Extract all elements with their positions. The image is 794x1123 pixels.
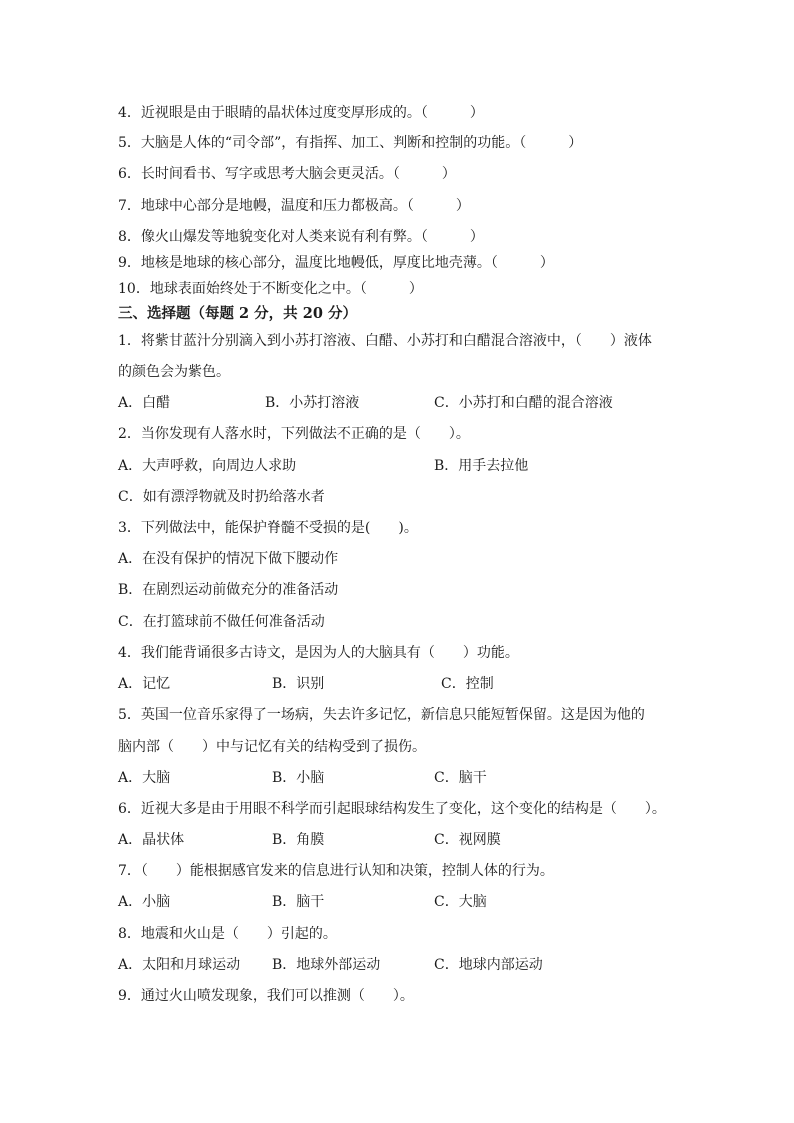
question-1-option-b: B．小苏打溶液 [265,395,360,411]
question-4-option-c: C．控制 [441,676,494,692]
question-4-option-b: B．识别 [272,676,325,692]
question-2-option-a: A．大声呼救，向周边人求助 [118,458,297,474]
question-6-option-a: A．晶状体 [118,832,185,848]
question-2-option-b: B．用手去拉他 [434,458,529,474]
question-5-line-2: 脑内部（ ）中与记忆有关的结构受到了损伤。 [118,739,426,755]
question-2-line-1: 2．当你发现有人落水时，下列做法不正确的是（ ）。 [118,426,470,442]
question-6-option-c: C．视网膜 [434,832,501,848]
question-6-line-1: 6．近视大多是由于用眼不科学而引起眼球结构发生了变化，这个变化的结构是（ ）。 [118,801,666,817]
question-5-option-b: B．小脑 [272,770,325,786]
question-7-option-a: A．小脑 [118,894,171,910]
judge-item-10: 10．地球表面始终处于不断变化之中。（ ） [118,281,423,297]
question-7-option-b: B．脑干 [272,894,325,910]
question-8-option-c: C．地球内部运动 [434,957,543,973]
question-3-option-b: B．在剧烈运动前做充分的准备活动 [118,582,339,598]
question-3-option-a: A．在没有保护的情况下做下腰动作 [118,551,339,567]
judge-item-6: 6．长时间看书、写字或思考大脑会更灵活。（ ） [118,166,456,182]
question-8-option-b: B．地球外部运动 [272,957,381,973]
question-1-line-1: 1．将紫甘蓝汁分别滴入到小苏打溶液、白醋、小苏打和白醋混合溶液中，（ ）液体 [118,333,652,349]
question-8-option-a: A．太阳和月球运动 [118,957,241,973]
judge-item-9: 9．地核是地球的核心部分，温度比地幔低，厚度比地壳薄。（ ） [118,255,554,271]
question-1-line-2: 的颜色会为紫色。 [118,364,230,380]
question-7-option-c: C．大脑 [434,894,487,910]
section-heading: 三、选择题（每题 2 分，共 20 分） [118,305,357,322]
question-3-line-1: 3．下列做法中，能保护脊髓不受损的是( )。 [118,520,418,536]
question-7-line-1: 7．（ ）能根据感官发来的信息进行认知和决策，控制人体的行为。 [118,863,554,879]
question-1-option-c: C．小苏打和白醋的混合溶液 [434,395,613,411]
question-4-line-1: 4．我们能背诵很多古诗文，是因为人的大脑具有（ ）功能。 [118,645,519,661]
judge-item-8: 8．像火山爆发等地貌变化对人类来说有利有弊。（ ） [118,229,484,245]
question-2-option-c: C．如有漂浮物就及时扔给落水者 [118,489,325,505]
question-3-option-c: C．在打篮球前不做任何准备活动 [118,614,325,630]
question-1-option-a: A．白醋 [118,395,171,411]
judge-item-5: 5．大脑是人体的“司令部”，有指挥、加工、判断和控制的功能。（ ） [118,135,583,151]
question-6-option-b: B．角膜 [272,832,325,848]
question-8-line-1: 8．地震和火山是（ ）引起的。 [118,926,337,942]
question-5-option-a: A．大脑 [118,770,171,786]
judge-item-7: 7．地球中心部分是地幔，温度和压力都极高。（ ） [118,198,470,214]
question-5-option-c: C．脑干 [434,770,487,786]
judge-item-4: 4．近视眼是由于眼睛的晶状体过度变厚形成的。（ ） [118,105,484,121]
question-4-option-a: A．记忆 [118,676,171,692]
question-9-line-1: 9．通过火山喷发现象，我们可以推测（ ）。 [118,988,414,1004]
question-5-line-1: 5．英国一位音乐家得了一场病，失去许多记忆，新信息只能短暂保留。这是因为他的 [118,707,645,723]
